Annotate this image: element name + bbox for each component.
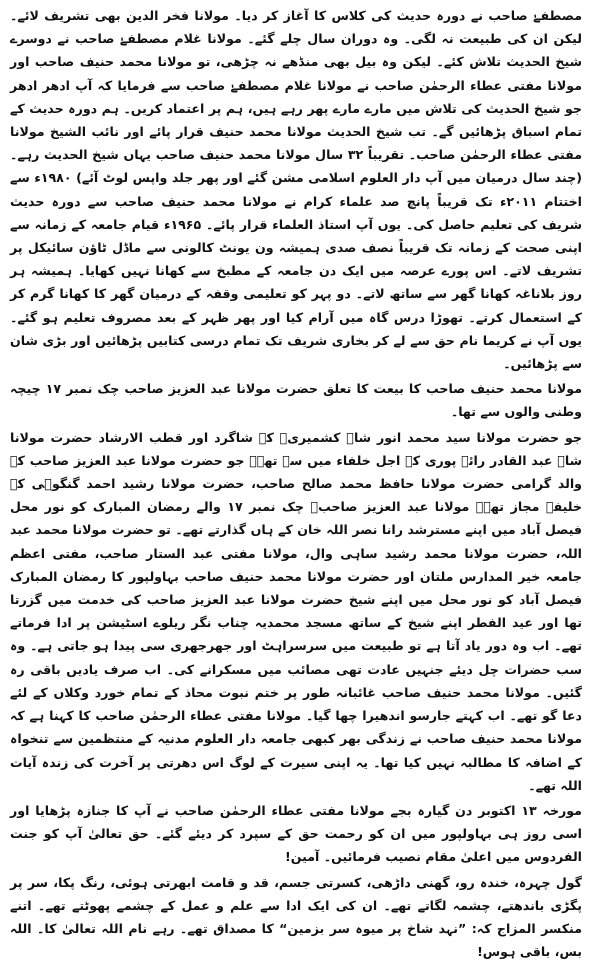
paragraph-description: گول چہرہ، خندہ رو، گھنی داڑھی، کسرتی جسم، قد و قامت ابھرتی ہوئی، رنگ پکا، سر پر پگڑی باندھتے، چشمہ لگاتے تھے۔ ان کی ایک ادا سے علم و عمل کے چشمے پھوٹتے تھے۔ اتنے منکسر المزاج کہ: ”نہد شاخ پر میوہ سر بزمین“ کا مصداق تھے۔ رہے نام اللہ تعالیٰ کا۔ اللہ بس، باقی ہوس! — [10, 874, 582, 960]
paragraph-teachers-lineage: جو حضرت مولانا سید محمد انور شاہ کشمیریؒ کے شاگرد اور قطب الارشاد حضرت مولانا شاہ عبد القادر رائے پوری کے اجل خلفاء میں سے تھے۔ جو حضرت مولانا عبد العزیز صاحب کے والد گرامی حضرت مولانا حافظ محمد صالح صاحب، حضرت مولانا رشید احمد گنگوہی کے خلیفہ مجاز تھے۔ مولانا عبد العزیز صاحبؒ چک نمبر ۱۷ والے رمضان المبارک کو نور محل فیصل آباد میں اپنے مسترشد رانا نصر اللہ خان کے ہاں گذارتے تھے۔ تو حضرت مولانا محمد عبد اللہ، حضرت مولانا محمد رشید ساہی وال، مولانا مفتی عبد الستار صاحب، مفتی اعظم جامعہ خیر المدارس ملتان اور حضرت مولانا محمد حنیف صاحب بہاولپور کا رمضان المبارک فیصل آباد کو نور محل میں اپنے شیخ حضرت مولانا عبد العزیز صاحب کی خدمت میں گزرتا تھا اور عید الفطر اپنے شیخ کے ساتھ مسجد محمدیہ چناب نگر ریلوے اسٹیشن پر ادا فرماتے تھے۔ اب وہ دور یاد آتا ہے تو طبیعت میں سرسراہٹ اور جھرجھری سی پیدا ہو جاتی ہے۔ وہ سب حضرات چل دیئے جنہیں عادت تھی مصائب میں مسکرانے کی۔ اب صرف یادیں باقی رہ گئیں۔ مولانا محمد حنیف صاحب غائبانہ طور پر ختم نبوت محاذ کے تمام خورد وکلاں کے لئے دعا گو تھے۔ اب کہتے جارسو اندھیرا چھا گیا۔ مولانا مفتی عطاء الرحمٰن صاحب کا کہنا ہے کہ مولانا محمد حنیف صاحب نے زندگی بھر کبھی جامعہ دار العلوم مدنیہ کے منتظمین سے تنخواہ کے اضافہ کا مطالبہ نہیں کیا تھا۔ یہ اپنی سیرت کے لوگ اس دھرتی پر آخرت کی زندہ آیات اللہ تھے۔ — [10, 429, 582, 793]
paragraph-biography: مصطفےٰ صاحب نے دورہ حدیث کی کلاس کا آغاز کر دیا۔ مولانا فخر الدین بھی تشریف لائے۔ لیکن ان کی طبیعت نہ لگی۔ وہ دوران سال چلے گئے۔ مولانا غلام مصطفےٰ صاحب نے دوسرے شیخ الحدیث تلاش کئے۔ لیکن وہ بیل بھی منڈھے نہ چڑھی، تو مولانا محمد حنیف صاحب اور مولانا مفتی عطاء الرحمٰن صاحب نے مولانا غلام مصطفےٰ صاحب سے فرمایا کہ آپ ادھر ادھر جو شیخ الحدیث کی تلاش میں مارے مارے پھر رہے ہیں، ہم پر اعتماد کریں۔ ہم دورہ حدیث کے تمام اسباق پڑھائیں گے۔ تب شیخ الحدیث مولانا محمد حنیف قرار پائے اور نائب الشیخ مولانا مفتی عطاء الرحمٰن صاحب۔ تقریباً ۳۲ سال مولانا محمد حنیف صاحب یہاں شیخ الحدیث رہے۔ (چند سال درمیان میں آپ دار العلوم اسلامی مشن گئے اور پھر جلد واپس لوٹ آئے) ۱۹۸۰ء سے اختتام ۲۰۱۱ء تک قریباً پانچ صد علماء کرام نے مولانا محمد حنیف صاحب سے دورہ حدیث شریف کی تعلیم حاصل کی۔ یوں آپ استاذ العلماء قرار پائے۔ ۱۹۶۵ء قیام جامعہ کے زمانہ سے اپنی صحت کے زمانہ تک قریباً نصف صدی ہمیشہ ون یونٹ کالونی سے ماڈل ٹاؤن سائیکل پر تشریف لاتے۔ اس پورے عرصہ میں ایک دن جامعہ کے مطبخ سے کھانا نہیں کھایا۔ ہمیشہ ہر روز بلاناغہ کھانا گھر سے ساتھ لاتے۔ دو پہر کو تعلیمی وقفہ کے درمیان گھر کا کھانا گرم کر کے استعمال کرتے۔ تھوڑا درس گاہ میں آرام کیا اور پھر ظہر کے بعد مصروف تعلیم ہو گئے۔ یوں آپ نے کریما نام حق سے لے کر بخاری شریف تک تمام درسی کتابیں پڑھائیں اور بڑی شان سے پڑھائیں۔ — [10, 8, 582, 372]
paragraph-spiritual-link: مولانا محمد حنیف صاحب کا بیعت کا تعلق حضرت مولانا عبد العزیز صاحب چک نمبر ۱۷ چیچہ وطنی والوں سے تھا۔ — [10, 381, 582, 420]
paragraph-funeral: مورخہ ۱۳ اکتوبر دن گیارہ بجے مولانا مفتی عطاء الرحمٰن صاحب نے آپ کا جنازہ پڑھایا اور اسی روز ہی بہاولپور میں ان کو رحمت حق کے سپرد کر دیئے گئے۔ حق تعالیٰ آپ کو جنت الفردوس میں اعلیٰ مقام نصیب فرمائیں۔ آمین! — [10, 802, 582, 865]
